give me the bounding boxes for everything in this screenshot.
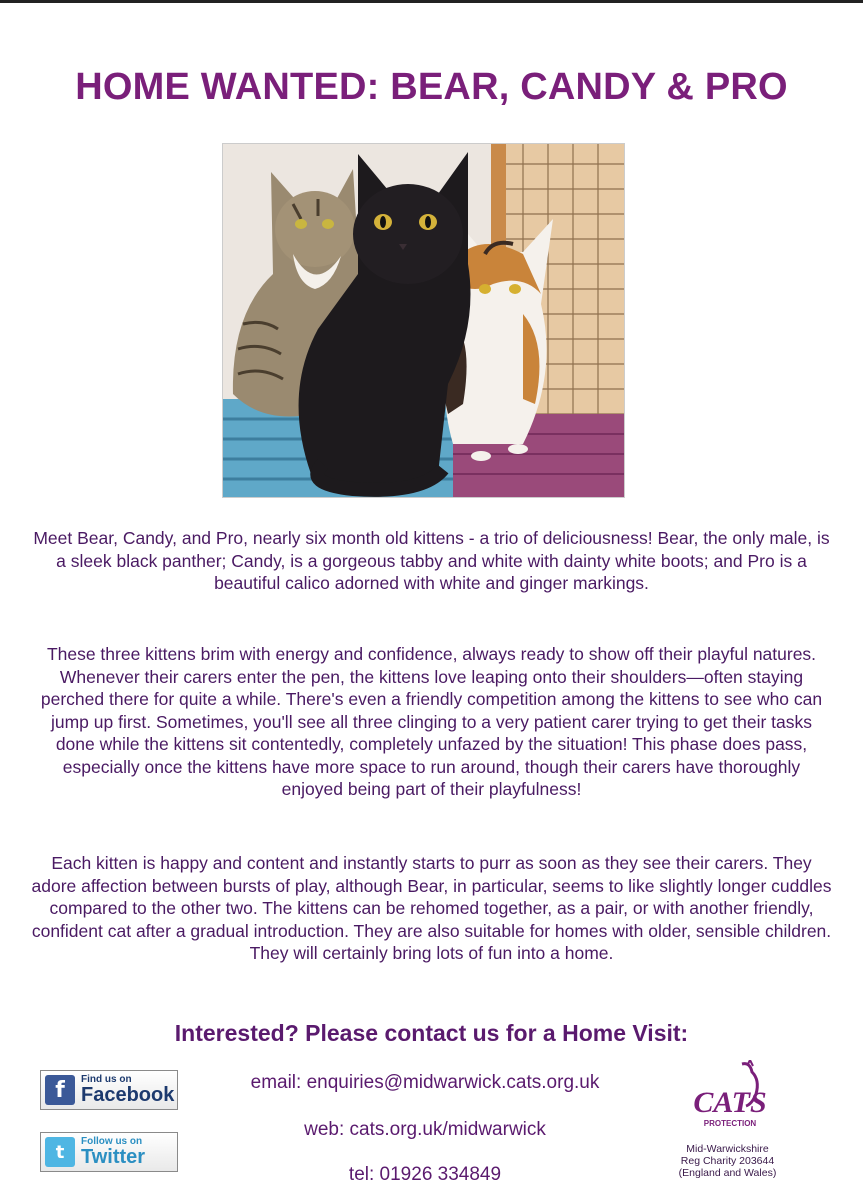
facebook-badge-label: Facebook <box>81 1084 175 1106</box>
top-border <box>0 0 863 3</box>
contact-tel[interactable]: tel: 01926 334849 <box>348 1164 502 1185</box>
charity-number: Reg Charity 203644 <box>680 1155 775 1167</box>
charity-region: (England and Wales) <box>678 1167 777 1179</box>
poster-title: HOME WANTED: BEAR, CANDY & PRO <box>75 66 788 108</box>
twitter-badge-label: Twitter <box>81 1146 146 1168</box>
contact-web[interactable]: web: cats.org.uk/midwarwick <box>304 1119 546 1140</box>
facebook-badge[interactable] <box>40 1070 178 1110</box>
contact-email[interactable]: email: enquiries@midwarwick.cats.org.uk <box>250 1072 600 1093</box>
contact-heading: Interested? Please contact us for a Home Visit: <box>174 1020 689 1046</box>
twitter-icon: t <box>45 1137 75 1167</box>
rehoming-paragraph: Each kitten is happy and content and instantly starts to purr as soon as they see their carers. They adore affection between bursts of play, although Bear, in particular, seems to like slightly longer cuddles compared to the other two. The kittens can be rehomed together, as a pair, or with another friendly, confident cat after a gradual introduction. They are also suitable for homes with older, sensible children. They will certainly bring lots of fun into a home. <box>31 853 832 963</box>
charity-branch: Mid-Warwickshire <box>686 1143 769 1155</box>
kittens-photo-illustration <box>223 144 625 498</box>
charity-info <box>660 1143 795 1179</box>
logo-subtext: PROTECTION <box>703 1119 757 1128</box>
twitter-badge-small-text: Follow us on <box>81 1136 143 1147</box>
facebook-badge-small-text: Find us on <box>81 1074 132 1085</box>
kittens-photo <box>222 143 625 498</box>
facebook-icon: f <box>45 1075 75 1105</box>
intro-paragraph: Meet Bear, Candy, and Pro, nearly six month old kittens - a trio of deliciousness! Bear, the only male, is a sleek black panther; Candy, is a gorgeous tabby and white with dainty white boots; and Pro is a beautiful calico adorned with white and ginger markings. <box>33 528 830 593</box>
logo-wordmark: CATS <box>693 1086 767 1119</box>
cats-protection-logo <box>690 1060 770 1135</box>
twitter-badge[interactable] <box>40 1132 178 1172</box>
personality-paragraph: These three kittens brim with energy and confidence, always ready to show off their playful natures. Whenever their carers enter the pen, the kittens love leaping onto their shoulders—often staying perched there for quite a while. There's even a friendly competition among the kittens to see who can jump up first. Sometimes, you'll see all three clinging to a very patient carer trying to get their tasks done while the kittens sit contentedly, completely unfazed by the situation! This phase does pass, especially once the kittens have more space to run around, though their carers have thoroughly enjoyed being part of their playfulness! <box>40 644 823 799</box>
